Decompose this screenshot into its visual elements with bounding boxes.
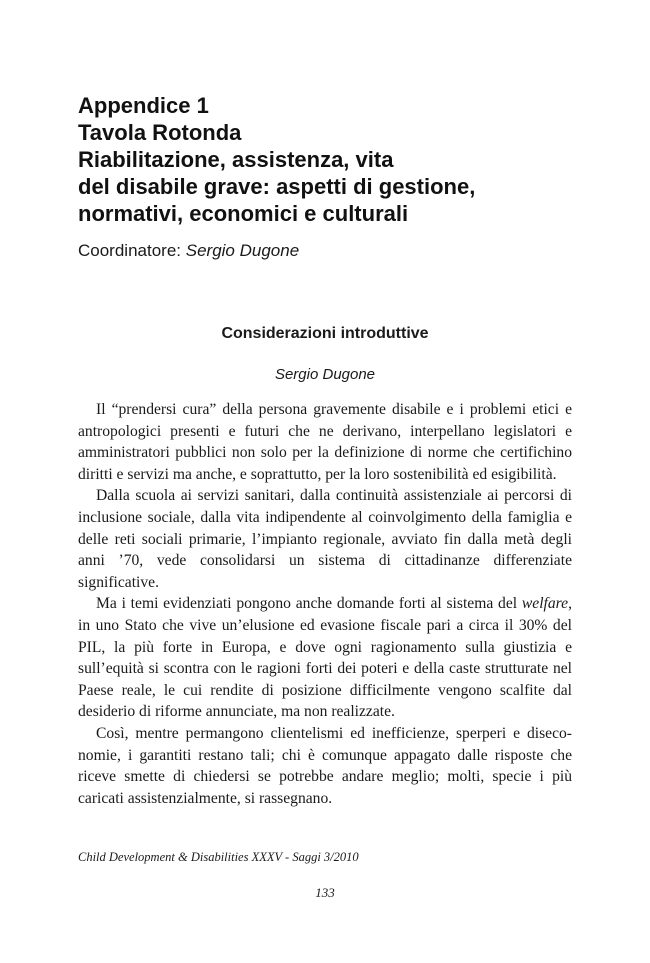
heading-line-title-3: normativi, economici e culturali — [78, 201, 409, 226]
section-author: Sergio Dugone — [274, 366, 376, 383]
coordinator-label: Coordinatore: — [78, 241, 186, 260]
paragraph: Così, mentre permangono clientelismi ed inefficienze, sperperi e diseconomie, i garantiti restano tali; chi è comunque appagato dalle risposte che riceve smette di chiedersi se potrebbe andare meglio; molti, specie i più caricati assistenzialmente, si rassegnano. — [78, 724, 572, 807]
coordinator-name: Sergio Dugone — [185, 241, 300, 260]
chapter-heading — [78, 92, 572, 227]
heading-line-round-table: Tavola Rotonda — [78, 120, 242, 145]
paragraph — [78, 593, 572, 723]
heading-line-title-2: del disabile grave: aspetti di gestione, — [78, 174, 476, 199]
section-title: Considerazioni introduttive — [221, 325, 429, 342]
heading-line-title-1: Riabilitazione, assistenza, vita — [78, 147, 394, 172]
paragraph-text: , in uno Stato che vive un’elusione ed evasione fiscale pari a circa il 30% del PIL, la più forte in Europa, e dove ogni ragionamento sulla giustizia e sull’equità si scontra con le ragioni forti dei poteri e della caste strutturate nel Paese reale, le cui rendite di posizione difficilmente vengono scalfite dal desiderio di riforme annunciate, ma non realizzate. — [78, 595, 572, 721]
paragraph: Dalla scuola ai servizi sanitari, dalla continuità assistenziale ai percorsi di inclusione sociale, dalla vita indipendente al coinvolgimento della famiglia e delle reti sociali primarie, l’impianto regionale, avviato fin dalla metà degli anni ’70, vede consolidarsi un sistema di cittadinanze differenziate significative. — [78, 487, 572, 591]
coordinator-line — [78, 240, 299, 262]
paragraph: Il “prendersi cura” della persona gravemente disabile e i problemi etici e antropologici presenti e futuri che ne derivano, interpellano legislatori e amministratori pubblici non solo per la definizione di norme che certifichino diritti e servizi ma anche, e soprattutto, per la loro sostenibilità ed esigibilità. — [78, 401, 572, 483]
heading-line-appendix: Appendice 1 — [78, 93, 209, 118]
emphasis-welfare: welfare — [521, 595, 569, 613]
document-page — [78, 0, 572, 963]
page-number: 133 — [315, 885, 335, 900]
journal-footer: Child Development & Disabilities XXXV - Saggi 3/2010 — [78, 850, 359, 864]
body-text — [78, 399, 572, 809]
paragraph-text: Ma i temi evidenziati pongono anche domande forti al sistema del — [96, 595, 522, 613]
